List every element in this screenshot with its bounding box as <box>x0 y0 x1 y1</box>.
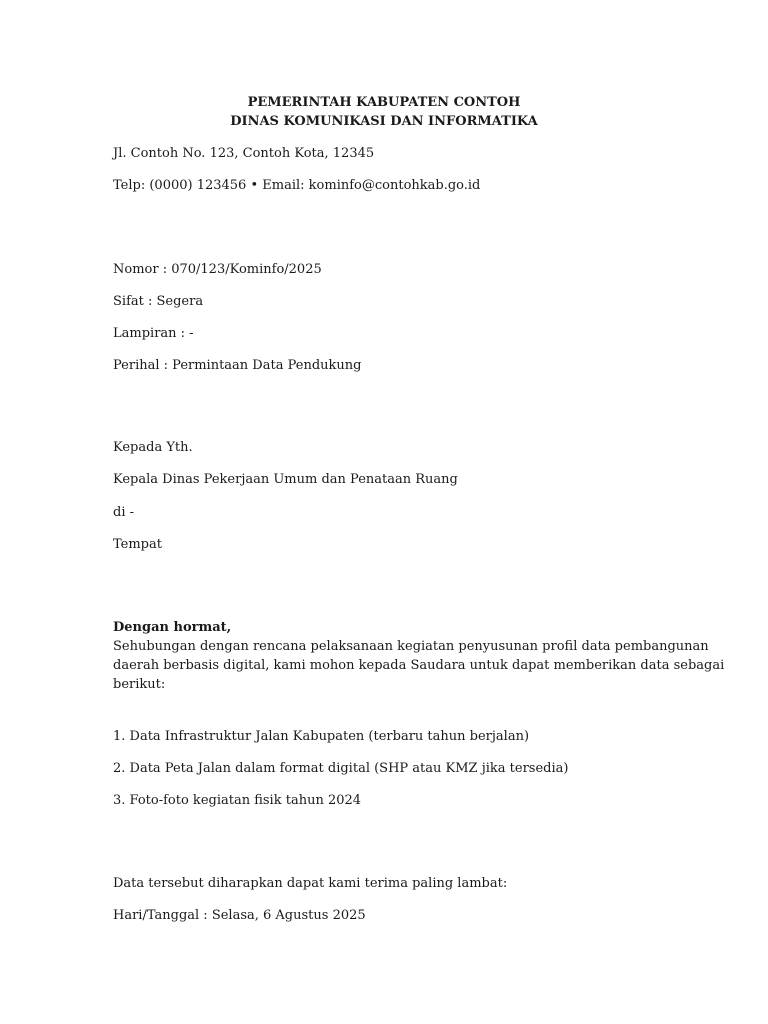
letter-nature: Sifat : Segera <box>113 294 204 309</box>
request-item-2: 2. Data Peta Jalan dalam format digital (SHP atau KMZ jika tersedia) <box>113 761 569 776</box>
letter-number: Nomor : 070/123/Kominfo/2025 <box>113 262 322 277</box>
greeting: Dengan hormat, <box>113 620 232 635</box>
contact-line: Telp: (0000) 123456 • Email: kominfo@contohkab.go.id <box>113 178 481 193</box>
recipient-place: Tempat <box>113 537 162 552</box>
letter-subject: Perihal : Permintaan Data Pendukung <box>113 358 362 373</box>
recipient-title: Kepala Dinas Pekerjaan Umum dan Penataan Ruang <box>113 472 458 487</box>
agency-name: PEMERINTAH KABUPATEN CONTOH <box>247 95 521 110</box>
recipient-salutation: Kepada Yth. <box>113 440 193 455</box>
intro-paragraph-line-3: berikut: <box>113 677 166 692</box>
recipient-at: di - <box>113 505 135 520</box>
deadline-date: Hari/Tanggal : Selasa, 6 Agustus 2025 <box>113 908 366 923</box>
address-line: Jl. Contoh No. 123, Contoh Kota, 12345 <box>113 146 375 161</box>
intro-paragraph-line-2: daerah berbasis digital, kami mohon kepada Saudara untuk dapat memberikan data sebagai <box>113 658 725 673</box>
letter-attachment: Lampiran : - <box>113 326 194 341</box>
department-name: DINAS KOMUNIKASI DAN INFORMATIKA <box>230 114 538 129</box>
intro-paragraph-line-1: Sehubungan dengan rencana pelaksanaan kegiatan penyusunan profil data pembangunan <box>113 639 709 654</box>
request-item-1: 1. Data Infrastruktur Jalan Kabupaten (terbaru tahun berjalan) <box>113 729 530 744</box>
request-item-3: 3. Foto-foto kegiatan fisik tahun 2024 <box>113 793 362 808</box>
deadline-intro: Data tersebut diharapkan dapat kami terima paling lambat: <box>113 876 508 891</box>
